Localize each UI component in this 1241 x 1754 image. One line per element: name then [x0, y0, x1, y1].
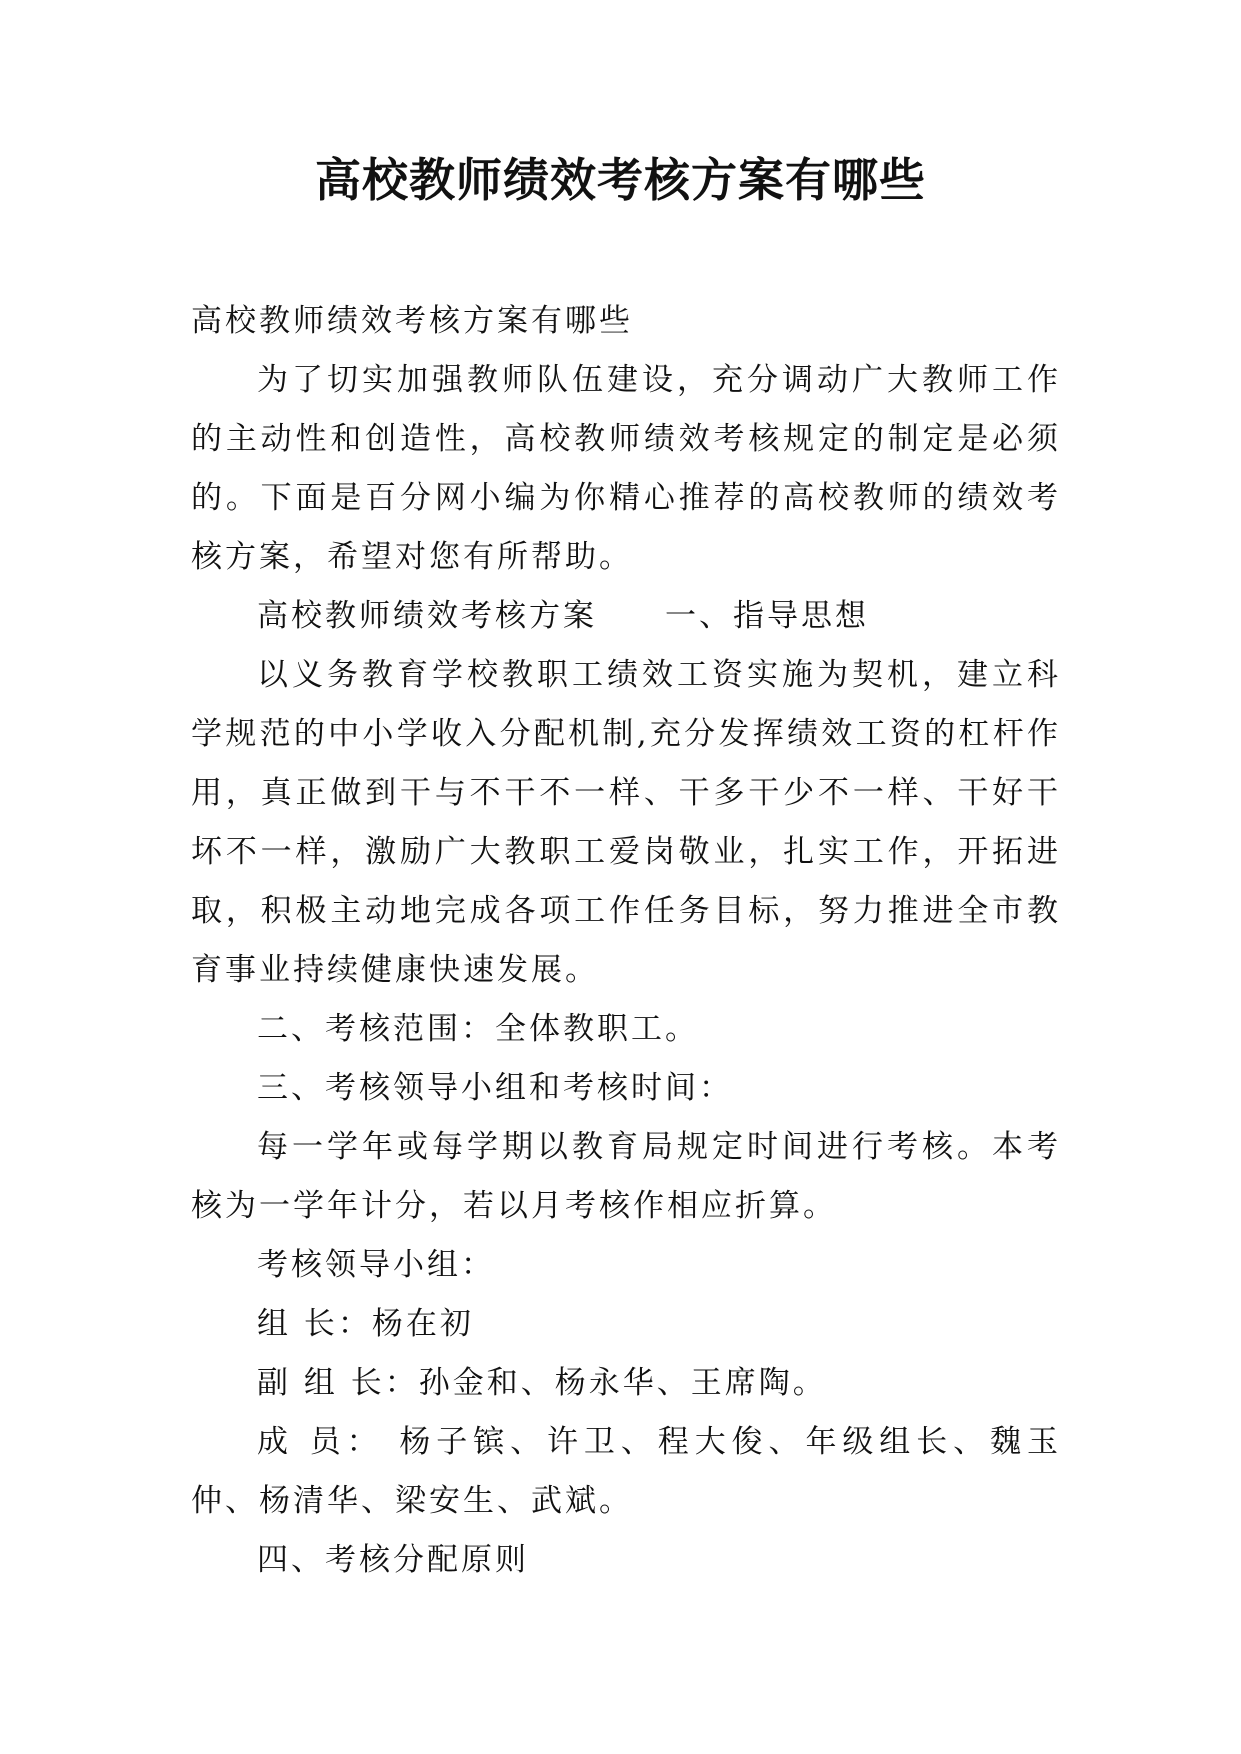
paragraph-group-leader: 组 长：杨在初: [257, 1306, 474, 1342]
paragraph-group-and-time-heading: 三、考核领导小组和考核时间：: [257, 1070, 733, 1106]
document-title: 高校教师绩效考核方案有哪些: [315, 153, 926, 207]
paragraph-members: 成 员： 杨子镔、许卫、程大俊、年级组长、魏玉仲、杨清华、梁安生、武斌。: [191, 1424, 1061, 1519]
paragraph-scope: 二、考核范围：全体教职工。: [257, 1011, 699, 1047]
paragraph-plan-heading: 高校教师绩效考核方案 一、指导思想: [257, 598, 869, 634]
document-body: [191, 292, 1061, 1590]
paragraph-assessment-time: 每一学年或每学期以教育局规定时间进行考核。本考核为一学年计分，若以月考核作相应折算。: [191, 1129, 1061, 1224]
paragraph-distribution-principle: 四、考核分配原则: [257, 1542, 529, 1578]
paragraph-guiding-ideology: 以义务教育学校教职工绩效工资实施为契机，建立科学规范的中小学收入分配机制,充分发挥绩效工资的杠杆作用，真正做到干与不干不一样、干多干少不一样、干好干坏不一样，激励广大教职工爱岗敬业，扎实工作，开拓进取，积极主动地完成各项工作任务目标，努力推进全市教育事业持续健康快速发展。: [191, 657, 1061, 988]
paragraph-deputy-leader: 副 组 长：孙金和、杨永华、王席陶。: [257, 1365, 827, 1401]
paragraph-subtitle: 高校教师绩效考核方案有哪些: [191, 303, 633, 339]
paragraph-intro: 为了切实加强教师队伍建设，充分调动广大教师工作的主动性和创造性，高校教师绩效考核规定的制定是必须的。下面是百分网小编为你精心推荐的高校教师的绩效考核方案，希望对您有所帮助。: [191, 362, 1061, 575]
paragraph-leading-group: 考核领导小组：: [257, 1247, 495, 1283]
